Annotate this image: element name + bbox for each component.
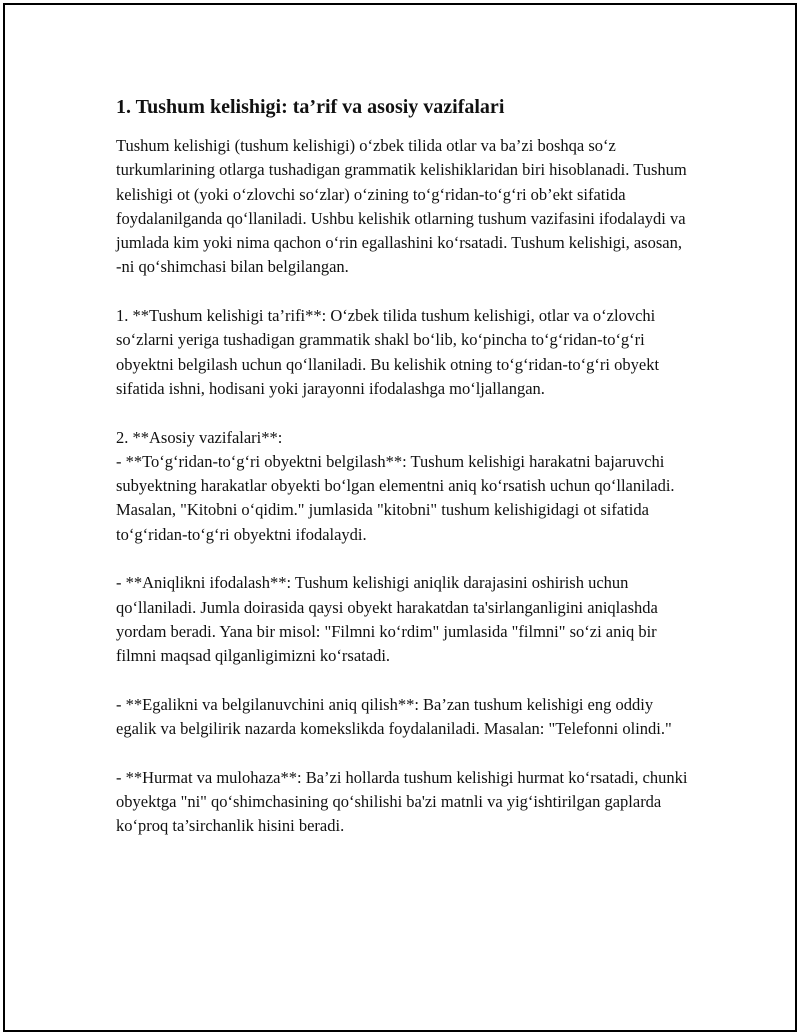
functions-paragraph-possession: - **Egalikni va belgilanuvchini aniq qilish**: Ba’zan tushum kelishigi eng oddiy egalik va belgilirik nazarda komekslikda foydalaniladi. Masalan: "Telefonni olindi." (116, 694, 672, 739)
document-body (116, 94, 691, 839)
functions-paragraph-definiteness: - **Aniqlikni ifodalash**: Tushum kelishigi aniqlik darajasini oshirish uchun qo‘llaniladi. Jumla doirasida qaysi obyekt harakatdan ta'sirlanganligini aniqlashda yordam beradi. Yana bir misol: "Filmni ko‘rdim" jumlasida "filmni" so‘zi aniq bir filmni maqsad qilganligimizni ko‘rsatadi. (116, 573, 658, 666)
paragraph-spacer (116, 280, 691, 304)
functions-paragraph-respect: - **Hurmat va mulohaza**: Ba’zi hollarda tushum kelishigi hurmat ko‘rsatadi, chunki obyektga "ni" qo‘shimchasining qo‘shilishi ba'zi matnli va yig‘ishtirilgan gaplarda ko‘proq ta’sirchanlik hisini beradi. (116, 767, 688, 836)
paragraph-spacer (116, 669, 691, 693)
section-heading: 1. Tushum kelishigi: ta’rif va asosiy vazifalari (116, 96, 505, 118)
definition-paragraph: 1. **Tushum kelishigi ta’rifi**: O‘zbek tilida tushum kelishigi, otlar va o‘zlovchi so‘zlarni yeriga tushadigan grammatik shakl bo‘lib, ko‘pincha to‘g‘ridan-to‘g‘ri obyektni belgilash uchun qo‘llaniladi. Bu kelishik otning to‘g‘ridan-to‘g‘ri obyekt sifatida ishni, hodisani yoki jarayonni ifodalashga mo‘ljallangan. (116, 306, 660, 398)
intro-paragraph: Tushum kelishigi (tushum kelishigi) o‘zbek tilida otlar va ba’zi boshqa so‘z turkumlarining otlarga tushadigan grammatik kelishiklaridan biri hisoblanadi. Tushum kelishigi ot (yoki o‘zlovchi so‘zlar) o‘zining to‘g‘ridan-to‘g‘ri ob’ekt sifatida foydalanilganda qo‘llaniladi. Ushbu kelishik otlarning tushum vazifasini ifodalaydi va jumlada kim yoki nima qachon o‘rin egallashini ko‘rsatadi. Tushum kelishigi, asosan, -ni qo‘shimchasi bilan belgilangan. (116, 136, 687, 277)
functions-paragraph-object: 2. **Asosiy vazifalari**: - **To‘g‘ridan-to‘g‘ri obyektni belgilash**: Tushum kelishigi harakatni bajaruvchi subyektning harakatlar obyekti bo‘lgan elementni aniq ko‘rsatish uchun qo‘llaniladi. Masalan, "Kitobni o‘qidim." jumlasida "kitobni" tushum kelishigidagi ot sifatida to‘g‘ridan-to‘g‘ri obyektni ifodalaydi. (116, 427, 675, 544)
paragraph-spacer (116, 401, 691, 425)
paragraph-spacer (116, 547, 691, 571)
paragraph-spacer (116, 741, 691, 765)
